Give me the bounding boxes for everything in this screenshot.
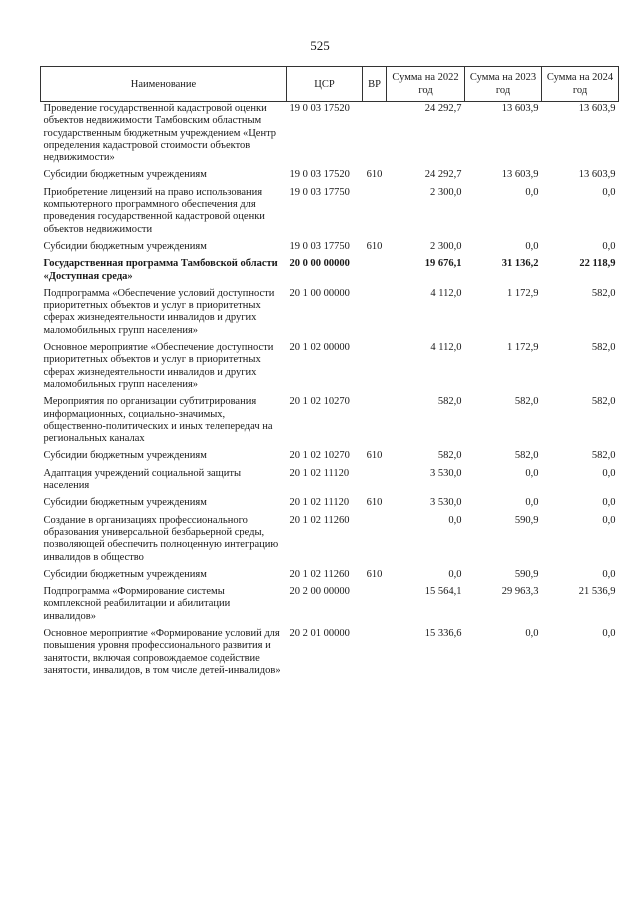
cell-csr: 20 1 02 11120 <box>289 467 350 479</box>
cell-vr: 610 <box>366 450 383 462</box>
cell-csr: 20 1 02 10270 <box>289 450 350 462</box>
cell-name: Приобретение лицензий на право использования компьютерного программного обеспечения для проведения государственной кадастровой оценки объектов недвижимости <box>43 186 265 235</box>
cell-csr: 20 1 02 11120 <box>289 497 350 509</box>
cell-vr <box>363 627 387 681</box>
header-sum-2023: Сумма на 2023 год <box>465 67 542 102</box>
cell-sum-2023: 1 172,9 <box>507 287 539 299</box>
cell-name: Адаптация учреждений социальной защиты населения <box>43 467 242 492</box>
table-row <box>41 102 619 169</box>
cell-csr: 19 0 03 17750 <box>289 240 350 252</box>
cell-sum-2023: 13 603,9 <box>501 169 539 181</box>
cell-name: Создание в организациях профессионального образования универсальной безбарьерной среды, позволяющей обеспечить полноценную интеграцию инвалидов в общество <box>43 514 279 563</box>
cell-sum-2023: 1 172,9 <box>507 342 539 354</box>
table-row <box>41 514 619 568</box>
table-row <box>41 186 619 240</box>
cell-vr <box>363 257 387 287</box>
cell-csr: 20 1 02 11260 <box>289 514 350 526</box>
cell-sum-2024: 21 536,9 <box>578 586 616 598</box>
table-row <box>41 395 619 449</box>
cell-vr <box>363 585 387 627</box>
cell-sum-2024: 0,0 <box>602 240 616 252</box>
budget-table <box>40 66 619 681</box>
cell-sum-2024: 0,0 <box>602 186 616 198</box>
cell-csr: 20 2 01 00000 <box>289 627 350 639</box>
cell-name: Субсидии бюджетным учреждениям <box>43 169 207 181</box>
cell-sum-2022: 15 336,6 <box>424 627 462 639</box>
header-sum-2024: Сумма на 2024 год <box>542 67 619 102</box>
cell-sum-2024: 22 118,9 <box>579 258 616 270</box>
header-csr: ЦСР <box>287 67 363 102</box>
cell-vr: 610 <box>366 497 383 509</box>
cell-sum-2023: 0,0 <box>525 627 539 639</box>
cell-vr <box>363 287 387 341</box>
cell-name: Подпрограмма «Обеспечение условий доступности приоритетных объектов и услуг в приоритетных сферах жизнедеятельности инвалидов и других маломобильных групп населения» <box>43 287 275 336</box>
cell-sum-2024: 0,0 <box>602 627 616 639</box>
page-number: 525 <box>310 38 330 53</box>
cell-sum-2023: 582,0 <box>514 450 539 462</box>
cell-vr <box>363 186 387 240</box>
cell-sum-2022: 3 530,0 <box>430 497 462 509</box>
cell-csr: 19 0 03 17520 <box>289 169 350 181</box>
cell-vr <box>363 514 387 568</box>
table-row <box>41 168 619 185</box>
cell-vr: 610 <box>366 169 383 181</box>
cell-name: Субсидии бюджетным учреждениям <box>43 497 207 509</box>
cell-vr <box>363 395 387 449</box>
cell-sum-2024: 582,0 <box>591 450 616 462</box>
cell-sum-2024: 13 603,9 <box>578 103 616 114</box>
table-row <box>41 240 619 257</box>
cell-vr <box>363 341 387 395</box>
cell-csr: 20 1 02 00000 <box>289 342 350 354</box>
cell-csr: 20 1 00 00000 <box>289 287 350 299</box>
header-name: Наименование <box>41 67 287 102</box>
header-vr: ВР <box>363 67 387 102</box>
cell-vr: 610 <box>366 240 383 252</box>
cell-sum-2022: 0,0 <box>448 514 462 526</box>
cell-sum-2022: 2 300,0 <box>430 186 462 198</box>
cell-sum-2022: 24 292,7 <box>424 169 462 181</box>
cell-sum-2024: 582,0 <box>591 396 616 408</box>
table-row <box>41 257 619 287</box>
cell-csr: 20 0 00 00000 <box>289 258 350 270</box>
cell-name: Подпрограмма «Формирование системы комплексной реабилитации и абилитации инвалидов» <box>43 586 231 622</box>
cell-sum-2022: 24 292,7 <box>424 103 462 114</box>
cell-sum-2024: 0,0 <box>602 467 616 479</box>
table-row <box>41 467 619 497</box>
cell-name: Субсидии бюджетным учреждениям <box>43 450 207 462</box>
cell-csr: 20 1 02 10270 <box>289 396 350 408</box>
cell-vr <box>363 102 387 169</box>
cell-name: Проведение государственной кадастровой оценки объектов недвижимости Тамбовским областным государственным бюджетным учреждением «Центр определения кадастровой стоимости объектов недвижимости» <box>43 103 277 164</box>
cell-sum-2023: 0,0 <box>525 497 539 509</box>
table-row <box>41 287 619 341</box>
cell-csr: 19 0 03 17520 <box>289 103 350 114</box>
cell-sum-2023: 0,0 <box>525 186 539 198</box>
cell-sum-2024: 0,0 <box>602 497 616 509</box>
cell-sum-2024: 0,0 <box>602 514 616 526</box>
cell-name: Субсидии бюджетным учреждениям <box>43 568 207 580</box>
cell-sum-2023: 29 963,3 <box>501 586 539 598</box>
cell-sum-2022: 19 676,1 <box>424 258 462 270</box>
table-row <box>41 568 619 585</box>
cell-sum-2022: 4 112,0 <box>430 287 462 299</box>
cell-csr: 20 1 02 11260 <box>289 568 350 580</box>
cell-name: Мероприятия по организации субтитрирования информационных, социально-значимых, общественно-политических и иных телепередач на региональных каналах <box>43 396 273 445</box>
table-row <box>41 341 619 395</box>
cell-sum-2023: 0,0 <box>525 240 539 252</box>
table-header <box>41 67 619 102</box>
cell-sum-2022: 582,0 <box>437 396 462 408</box>
cell-sum-2024: 582,0 <box>591 287 616 299</box>
table-row <box>41 627 619 681</box>
header-sum-2022: Сумма на 2022 год <box>387 67 465 102</box>
cell-vr: 610 <box>366 568 383 580</box>
cell-name: Государственная программа Тамбовской области «Доступная среда» <box>43 258 278 282</box>
cell-name: Основное мероприятие «Формирование условий для повышения уровня профессионального развития и занятости, включая сопровождаемое содействие занятости, инвалидов, в том числе детей-инвалидов» <box>43 627 281 676</box>
cell-sum-2023: 590,9 <box>514 514 539 526</box>
cell-sum-2024: 13 603,9 <box>578 169 616 181</box>
cell-sum-2023: 31 136,2 <box>501 258 539 270</box>
cell-sum-2022: 0,0 <box>448 568 462 580</box>
cell-csr: 20 2 00 00000 <box>289 586 350 598</box>
cell-name: Субсидии бюджетным учреждениям <box>43 240 207 252</box>
cell-sum-2022: 15 564,1 <box>424 586 462 598</box>
cell-sum-2023: 582,0 <box>514 396 539 408</box>
cell-sum-2022: 3 530,0 <box>430 467 462 479</box>
cell-sum-2023: 13 603,9 <box>501 103 539 114</box>
cell-vr <box>363 467 387 497</box>
table-body <box>41 102 619 682</box>
cell-name: Основное мероприятие «Обеспечение доступности приоритетных объектов и услуг в приоритетных сферах жизнедеятельности инвалидов и других маломобильных групп населения» <box>43 342 274 390</box>
cell-sum-2024: 0,0 <box>602 568 616 580</box>
cell-sum-2022: 4 112,0 <box>430 342 462 354</box>
cell-sum-2024: 582,0 <box>591 342 616 354</box>
cell-sum-2022: 2 300,0 <box>430 240 462 252</box>
table-row <box>41 449 619 466</box>
table-row <box>41 496 619 513</box>
cell-csr: 19 0 03 17750 <box>289 186 350 198</box>
table-row <box>41 585 619 627</box>
cell-sum-2023: 0,0 <box>525 467 539 479</box>
cell-sum-2022: 582,0 <box>437 450 462 462</box>
cell-sum-2023: 590,9 <box>514 568 539 580</box>
